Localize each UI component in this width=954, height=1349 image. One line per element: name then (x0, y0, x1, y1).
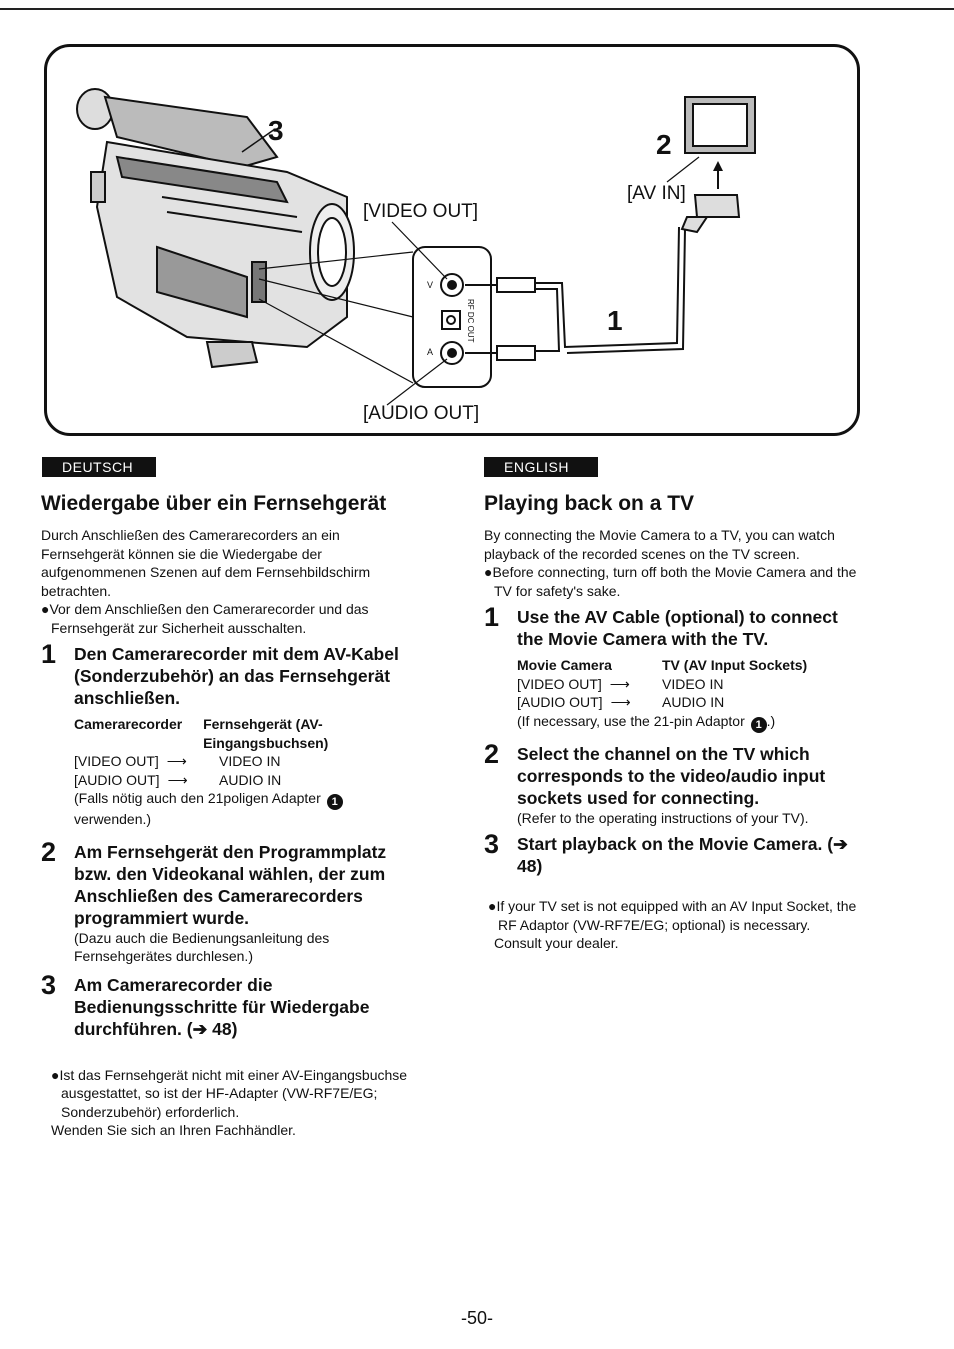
english-row2-right: AUDIO IN (662, 694, 725, 711)
german-col-tv: Fernsehgerät (AV-Eingangsbuchsen) (203, 716, 329, 751)
camcorder-illustration (77, 89, 354, 367)
av-cable (465, 227, 685, 360)
av-in-label: [AV IN] (627, 183, 686, 204)
jack-v-label: V (427, 280, 434, 290)
english-intro-bullet: ●Before connecting, turn off both the Movie Camera and the TV for safety's sake. (484, 564, 857, 599)
german-step-3-number: 3 (41, 969, 57, 1000)
english-step-3 (484, 829, 864, 877)
tv-illustration (685, 97, 755, 153)
german-step-3-title: Am Camerarecorder die Bedienungsschritte für Wiedergabe durchführen. (➔ 48) (74, 974, 370, 1039)
english-footnote (484, 897, 864, 953)
german-step-2-number: 2 (41, 836, 57, 867)
german-footnote (41, 1066, 421, 1140)
english-step-1-title: Use the AV Cable (optional) to connect the Movie Camera with the TV. (517, 607, 838, 650)
callout-3: 3 (268, 115, 284, 146)
jack-a-label: A (427, 347, 434, 357)
german-column (41, 492, 421, 1140)
english-step-1 (484, 602, 864, 733)
jack-panel (413, 247, 491, 387)
german-footnote-bullet: ●Ist das Fernsehgerät nicht mit einer AV-Eingangsbuchse ausgestattet, so ist der HF-Adapter (VW-RF7E/EG; Sonderzubehör) erforderlich. (51, 1066, 408, 1120)
connection-diagram (44, 44, 860, 436)
english-step-2-number: 2 (484, 738, 500, 769)
english-step-3-title: Start playback on the Movie Camera. (➔ 48) (517, 834, 848, 877)
english-column (484, 492, 864, 953)
scart-adaptor-illustration (682, 195, 739, 232)
german-step-1-number: 1 (41, 639, 57, 670)
german-col-camera: Camerarecorder (74, 716, 183, 733)
language-tag-english: ENGLISH (484, 457, 598, 477)
english-footnote-dealer: Consult your dealer. (494, 935, 619, 952)
german-row2-right: AUDIO IN (219, 771, 282, 788)
english-step-2-title: Select the channel on the TV which corresponds to the video/audio input sockets used for connecting. (517, 743, 826, 808)
german-title: Wiedergabe über ein Fernsehgerät (41, 492, 387, 515)
arrow-icon: ⟶ (610, 694, 631, 711)
german-step-1-title: Den Camerarecorder mit dem AV-Kabel (Sonderzubehör) an das Fernsehgerät anschließen. (74, 644, 399, 709)
english-title: Playing back on a TV (484, 492, 695, 515)
german-row2-left: [AUDIO OUT] (74, 771, 160, 788)
english-row1-right: VIDEO IN (662, 675, 724, 692)
circle-1-icon: 1 (751, 717, 767, 733)
english-col-camera: Movie Camera (517, 657, 612, 674)
english-connection-table (517, 656, 864, 733)
german-connection-table (74, 715, 421, 829)
german-step-2-note: (Dazu auch die Bedienungsanleitung des Fernsehgerätes durchlesen.) (74, 929, 330, 965)
callout-1: 1 (607, 305, 623, 336)
language-tag-german: DEUTSCH (42, 457, 156, 477)
german-step-2 (41, 836, 421, 966)
audio-out-label: [AUDIO OUT] (363, 403, 480, 424)
english-step-3-number: 3 (484, 829, 500, 860)
english-step-2-note: (Refer to the operating instructions of your TV). (517, 809, 809, 826)
german-step-3 (41, 969, 421, 1040)
circle-1-icon: 1 (327, 794, 343, 810)
english-step-1-number: 1 (484, 602, 500, 633)
english-row2-left: [AUDIO OUT] (517, 694, 603, 711)
arrow-icon: ⟶ (167, 771, 188, 788)
english-row1-left: [VIDEO OUT] (517, 675, 602, 692)
top-rule (0, 8, 954, 10)
german-intro: Durch Anschließen des Camerarecorders an ein Fernsehgerät können sie die Wiedergabe der aufgenommenen Szenen auf dem Fernsehbildschirm betrachten. (41, 527, 371, 599)
german-intro-bullet: ●Vor dem Anschließen den Camerarecorder und das Fernsehgerät zur Sicherheit ausschalten. (41, 601, 369, 636)
connection-illustration (47, 47, 857, 433)
callout-2: 2 (656, 129, 672, 160)
german-row1-left: [VIDEO OUT] (74, 753, 159, 770)
german-adaptor-note: (Falls nötig auch den 21poligen Adapter 1 verwenden.) (74, 789, 421, 829)
german-footnote-dealer: Wenden Sie sich an Ihren Fachhändler. (51, 1122, 296, 1139)
english-adaptor-note: (If necessary, use the 21-pin Adaptor 1 .) (517, 712, 776, 731)
english-step-2 (484, 738, 864, 828)
english-footnote-bullet: ●If your TV set is not equipped with an AV Input Socket, the RF Adaptor (VW-RF7E/EG; optional) is necessary. (488, 898, 857, 933)
english-col-tv: TV (AV Input Sockets) (662, 657, 808, 674)
jack-rf-label: RF DC OUT (466, 299, 475, 343)
german-step-1 (41, 639, 421, 829)
arrow-icon: ⟶ (166, 753, 187, 770)
video-out-label: [VIDEO OUT] (363, 201, 479, 222)
english-intro: By connecting the Movie Camera to a TV, you can watch playback of the recorded scenes on the TV screen. (484, 527, 835, 562)
arrow-icon: ⟶ (609, 675, 630, 692)
page-number: -50- (460, 1308, 493, 1328)
german-step-2-title: Am Fernsehgerät den Programmplatz bzw. den Videokanal wählen, der zum Anschließen des Camerarecorders programmiert wurde. (74, 841, 387, 928)
german-row1-right: VIDEO IN (219, 753, 281, 770)
